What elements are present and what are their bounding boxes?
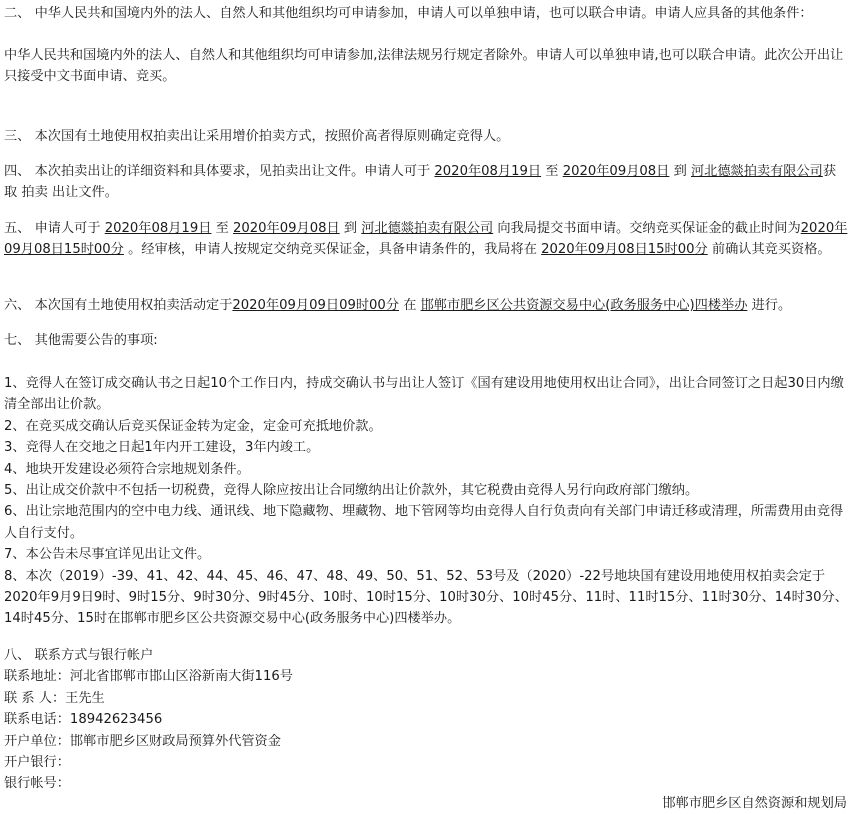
section-5-review-text: 。经审核，申请人按规定交纳竞买保证金，具备申请条件的，我局将在: [128, 242, 537, 258]
section-6-intro: 六、 本次国有土地使用权拍卖活动定于: [4, 298, 233, 313]
section-6-at: 在: [403, 298, 417, 313]
section-2-text: 二、 中华人民共和国境内外的法人、自然人和其他组织均可申请参加，申请人可以单独申请，也可以联合申请。申请人应具备的其他条件：: [4, 6, 813, 21]
list-item: 4、地块开发建设必须符合宗地规划条件。: [4, 461, 250, 477]
section-5-deadline: 2020年09月08日15时00分: [4, 221, 848, 258]
list-item: 8、本次（2019）-39、41、42、44、45、46、47、48、49、50、51、52、53号及（2020）-22号地块国有建设用地使用权拍卖会定于2020年9月9日9时、9时15分、9时30分、9时45分、10时、10时15分、10时30分、10时45分、11时、11时15分、11时30分、14时30分、14时45分、15时在邯郸市肥乡区公共资源交易中心(政务服务中心)四楼举办。: [4, 568, 848, 627]
section-2-detail: [4, 45, 849, 88]
section-4-tail: 获取 拍卖 出让文件。: [4, 164, 837, 201]
account-bank: 开户银行：: [4, 755, 70, 771]
section-5-date-to: 2020年09月08日: [233, 221, 340, 236]
section-5-deposit-text: 向我局提交书面申请。交纳竞买保证金的截止时间为: [497, 221, 801, 236]
section-5-date-from: 2020年08月19日: [104, 221, 212, 236]
section-5-to: 至: [215, 221, 229, 236]
section-4-date-from: 2020年08月19日: [434, 164, 542, 179]
section-2-detail-text: 中华人民共和国境内外的法人、自然人和其他组织均可申请参加,法律法规另行规定者除外。申请人可以单独申请,也可以联合申请。此次公开出让只接受中文书面申请、竞买。: [4, 48, 844, 85]
issuer-signature: 邯郸市肥乡区自然资源和规划局: [662, 796, 847, 811]
section-5-intro: 五、 申请人可于: [4, 221, 101, 236]
account-unit: 开户单位：邯郸市肥乡区财政局预算外代管资金: [4, 733, 281, 749]
section-5-paragraph: [4, 218, 849, 261]
contact-address: 联系地址：河北省邯郸市邯山区浴新南大街116号: [4, 669, 293, 685]
list-item: 2、在竞买成交确认后竞买保证金转为定金，定金可充抵地价款。: [4, 418, 382, 434]
section-4-company: 河北德燚拍卖有限公司: [690, 164, 823, 179]
section-4-to: 至: [545, 164, 559, 179]
section-6-paragraph: [4, 295, 849, 316]
list-item: 6、出让宗地范围内的空中电力线、通讯线、地下隐藏物、埋藏物、地下管网等均由竞得人自行负责向有关部门申请迁移或清理，所需费用由竞得人自行支付。: [4, 504, 844, 541]
section-5-at: 到: [343, 221, 358, 236]
section-4-at: 到: [673, 164, 687, 179]
section-8-title: 八、 联系方式与银行帐户: [4, 648, 154, 663]
list-item: 5、出让成交价款中不包括一切税费，竞得人除应按出让合同缴纳出让价款外，其它税费由竞得人另行向政府部门缴纳。: [4, 483, 699, 499]
contact-person: 联 系 人：王先生: [4, 690, 105, 706]
section-5-company: 河北德燚拍卖有限公司: [361, 221, 494, 236]
section-3-text: 三、 本次国有土地使用权拍卖出让采用增价拍卖方式，按照价高者得原则确定竞得人。: [4, 129, 510, 144]
section-5-confirm-time: 2020年09月08日15时00分: [541, 242, 708, 258]
section-4-intro: 四、 本次拍卖出让的详细资料和具体要求，见拍卖出让文件。申请人可于: [4, 164, 431, 179]
section-8-contact: [4, 645, 849, 795]
section-4-paragraph: [4, 161, 849, 204]
list-item: 1、竞得人在签订成交确认书之日起10个工作日内，持成交确认书与出让人签订《国有建设用地使用权出让合同》，出让合同签订之日起30日内缴清全部出让价款。: [4, 376, 844, 413]
list-item: 3、竞得人在交地之日起1年内开工建设，3年内竣工。: [4, 440, 320, 456]
contact-phone: 联系电话：18942623456: [4, 712, 163, 728]
section-2-paragraph: [4, 3, 849, 24]
section-7-title-text: 七、 其他需要公告的事项:: [4, 333, 158, 348]
section-4-date-to: 2020年09月08日: [562, 164, 670, 179]
account-number: 银行帐号：: [4, 776, 70, 792]
section-3-paragraph: [4, 126, 849, 147]
section-6-time: 2020年09月09日09时00分: [232, 298, 400, 313]
section-7-list: [4, 373, 849, 630]
section-7-title: [4, 330, 849, 351]
list-item: 7、本公告未尽事宜详见出让文件。: [4, 547, 211, 563]
section-6-place: 邯郸市肥乡区公共资源交易中心(政务服务中心)四楼举办: [420, 298, 748, 313]
section-6-tail: 进行。: [751, 298, 792, 313]
section-5-tail: 前确认其竞买资格。: [711, 242, 831, 258]
